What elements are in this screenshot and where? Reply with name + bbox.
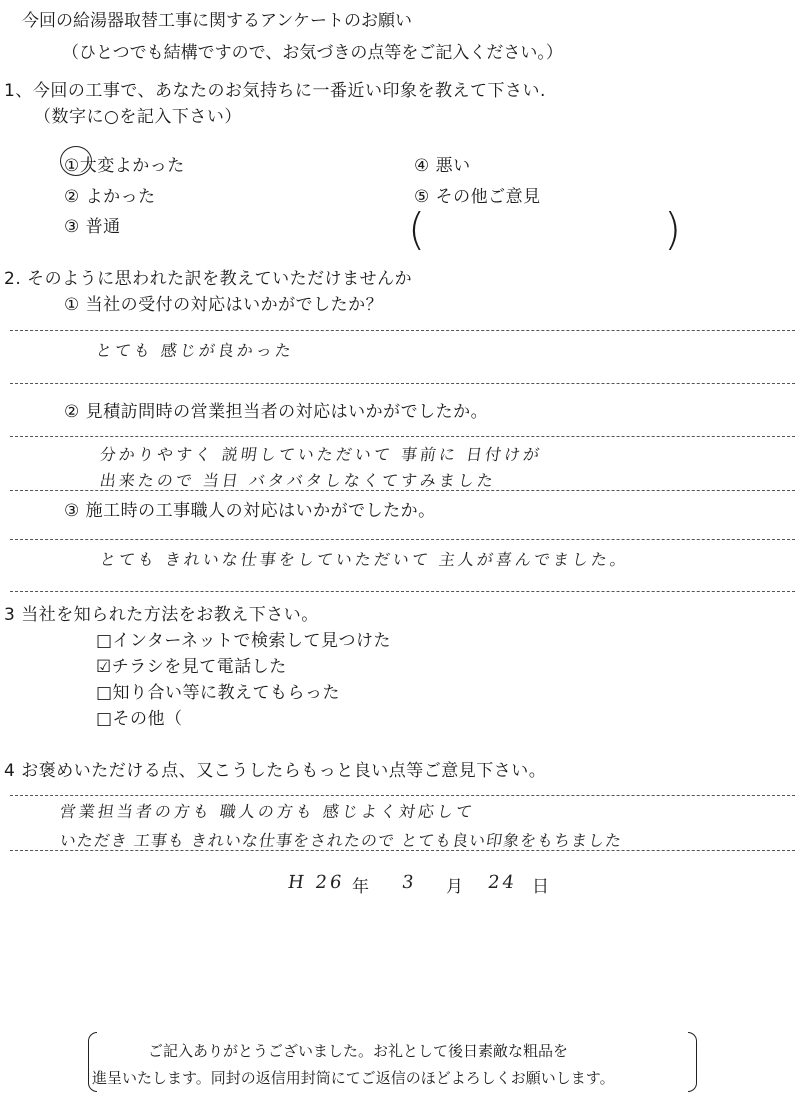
answer-line [10,490,795,491]
q2-sub2: ② 見積訪問時の営業担当者の対応はいかがでしたか。 [64,402,489,422]
q1-other-paren-open: ( [408,204,426,255]
q3-question: 3 当社を知られた方法をお教え下さい。 [4,605,319,625]
q1-option-1: ①大変よかった [64,156,185,176]
q2-question: 2. そのように思われた訳を教えていただけませんか [4,269,413,289]
footer-line2: 進呈いたします。同封の返信用封筒にてご返信のほどよろしくお願いします。 [92,1069,615,1087]
answer-line [10,330,795,331]
q4-answer-line2: いただき 工事も きれいな仕事をされたので とても良い印象をもちました [58,831,624,850]
date-day-label: 日 [532,877,550,897]
answer-line [10,591,795,592]
q1-other-paren-close: ) [664,204,682,255]
q2-sub1: ① 当社の受付の対応はいかがでしたか？ [64,295,384,315]
q3-option-internet: □インターネットで検索して見つけた [96,631,392,651]
q1-question: 1、今回の工事で、あなたのお気持ちに一番近い印象を教えて下さい. [4,81,546,101]
q1-option-2: ② よかった [64,187,156,207]
answer-line [10,539,795,540]
date-era-year: H 26 [286,872,346,893]
q3-option-flyer: ☑チラシを見て電話した [96,657,287,677]
answer-line [10,850,795,851]
q2-sub3: ③ 施工時の工事職人の対応はいかがでしたか。 [64,501,436,521]
answer-line [10,383,795,384]
answer-line [10,795,795,796]
q3-option-other: □その他（ [96,709,183,729]
date-day: 24 [486,872,519,893]
q2-answer2-line1: 分かりやすく 説明していただいて 事前に 日付けが [98,445,544,464]
q4-question: 4 お褒めいただける点、又こうしたらもっと良い点等ご意見下さい。 [4,761,547,781]
date-month: 3 [400,872,418,893]
q1-option-3: ③ 普通 [64,217,121,237]
q2-answer1: とても 感じが良かった [94,341,296,360]
q1-option-4: ④ 悪い [414,156,471,176]
form-title: 今回の給湯器取替工事に関するアンケートのお願い [22,11,412,31]
q4-answer-line1: 営業担当者の方も 職人の方も 感じよく対応して [58,802,477,821]
q1-instruction: （数字に○を記入下さい） [34,107,242,127]
q2-answer3: とても きれいな仕事をしていただいて 主人が喜んでました。 [98,550,631,569]
answer-line [10,436,795,437]
form-subtitle: （ひとつでも結構ですので、お気づきの点等をご記入ください。） [62,43,563,63]
q1-option-5: ⑤ その他ご意見 [414,187,541,207]
q2-answer2-line2: 出来たので 当日 バタバタしなくてすみました [98,471,498,490]
q3-option-acquaintance: □知り合い等に教えてもらった [96,683,341,703]
footer-line1: ご記入ありがとうございました。お礼として後日素敵な粗品を [148,1042,569,1060]
footer-bracket-right [688,1032,697,1092]
date-month-label: 月 [446,877,464,897]
date-year-label: 年 [352,877,370,897]
